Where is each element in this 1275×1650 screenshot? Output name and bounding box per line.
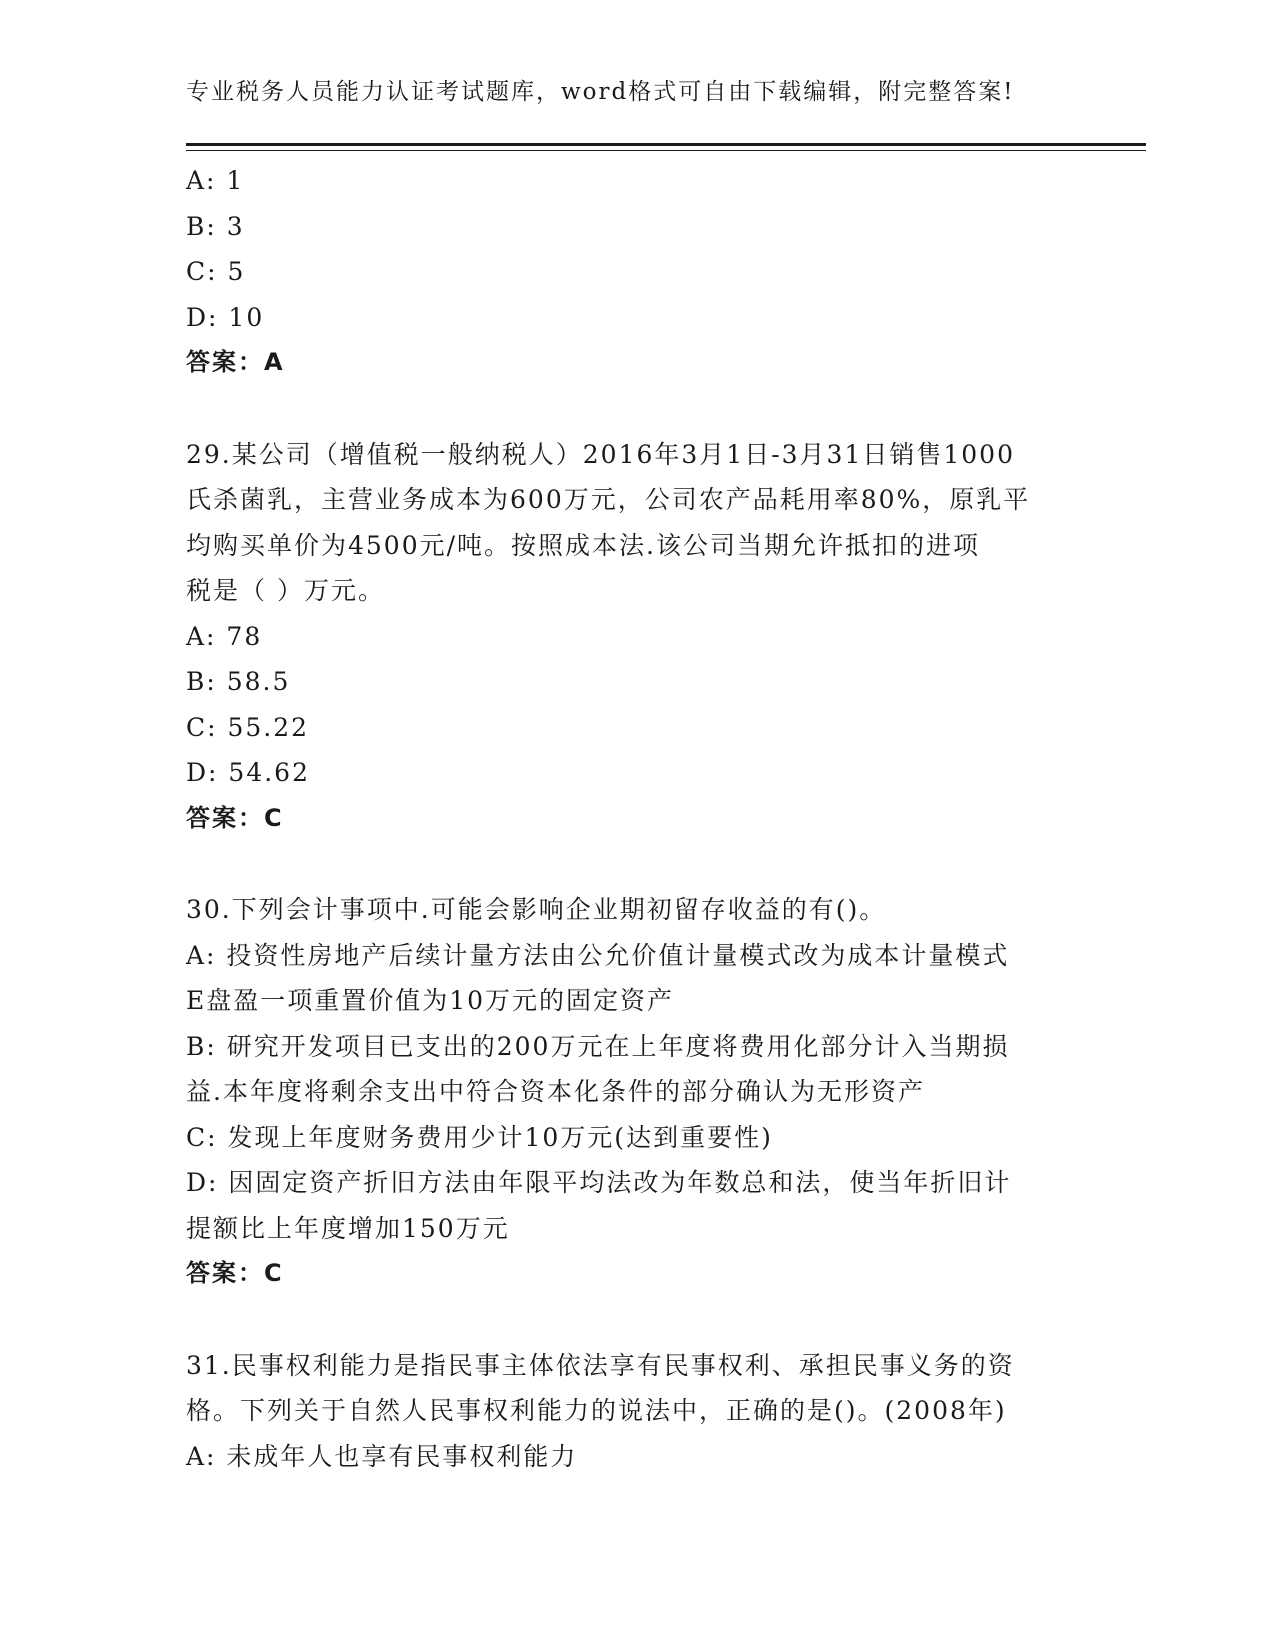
option-line: A: 未成年人也享有民事权利能力 [186,1441,578,1471]
option-d: D: 54.62 [186,758,310,787]
option-c: C: 55.22 [186,712,310,742]
option-d: D: 10 [186,302,265,332]
option-line: C: 发现上年度财务费用少计10万元(达到重要性) [186,1122,773,1152]
option-b: B: 58.5 [186,667,291,696]
question-31 [186,1343,1086,1480]
option-a: A: 1 [186,166,245,195]
option-line: 提额比上年度增加150万元 [186,1213,510,1243]
page-header: 专业税务人员能力认证考试题库，word格式可自由下载编辑，附完整答案! [186,79,1015,105]
question-stem-line: 氏杀菌乳，主营业务成本为600万元，公司农产品耗用率80%，原乳平 [186,485,1031,514]
spacer [186,841,1086,887]
question-30 [186,887,1086,1297]
question-stem-line: 格。下列关于自然人民事权利能力的说法中，正确的是()。(2008年) [186,1396,1007,1425]
answer: 答案：A [186,348,285,376]
question-28 [186,158,1086,386]
question-29 [186,432,1086,842]
option-a: A: 78 [186,621,263,651]
question-stem-line: 30.下列会计事项中.可能会影响企业期初留存收益的有()。 [186,895,887,924]
spacer [186,386,1086,432]
option-line: A: 投资性房地产后续计量方法由公允价值计量模式改为成本计量模式 [186,940,1010,970]
question-stem-line: 税是（ ）万元。 [186,576,385,605]
header-rule [186,143,1146,146]
document-body [186,158,1086,1479]
question-stem-line: 29.某公司（增值税一般纳税人）2016年3月1日-3月31日销售1000 [186,439,1015,469]
answer: 答案：C [186,803,284,832]
spacer [186,1297,1086,1343]
option-line: E盘盈一项重置价值为10万元的固定资产 [186,986,675,1015]
option-b: B: 3 [186,211,245,241]
option-c: C: 5 [186,257,246,286]
question-stem-line: 均购买单价为4500元/吨。按照成本法.该公司当期允许抵扣的进项 [186,530,980,560]
option-line: B: 研究开发项目已支出的200万元在上年度将费用化部分计入当期损 [186,1031,1010,1061]
answer: 答案：C [186,1259,284,1287]
question-stem-line: 31.民事权利能力是指民事主体依法享有民事权利、承担民事义务的资 [186,1350,1015,1380]
option-line: 益.本年度将剩余支出中符合资本化条件的部分确认为无形资产 [186,1077,925,1106]
header-rule-thin [186,150,1146,151]
option-line: D: 因固定资产折旧方法由年限平均法改为年数总和法，使当年折旧计 [186,1168,1012,1197]
